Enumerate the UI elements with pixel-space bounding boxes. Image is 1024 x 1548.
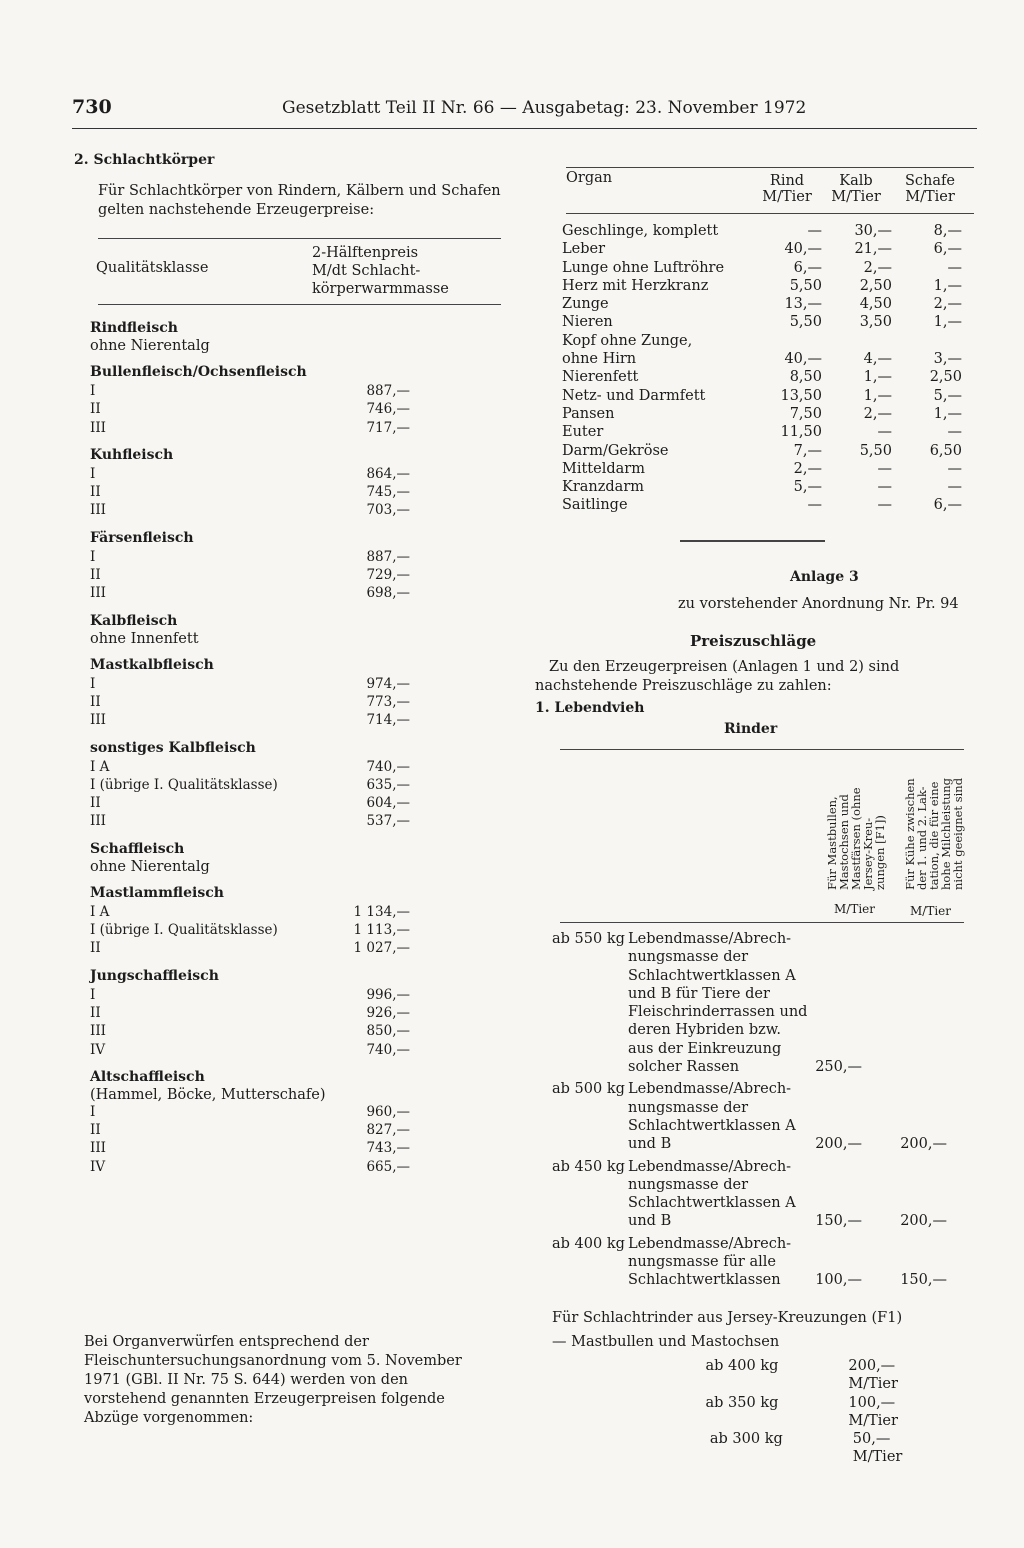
col-mastbullen-header: Für Mastbullen, Mastochsen und Mastfärsen (ohne Jersey-Kreu- zungen [F1]) — [825, 787, 887, 890]
table-header-rule — [98, 304, 501, 305]
price-row — [90, 675, 410, 693]
group-title: Bullenfleisch/Ochsenfleisch — [90, 364, 307, 380]
organ-row — [562, 405, 962, 423]
organ-name: Leber — [562, 241, 606, 258]
organ-row — [562, 313, 962, 331]
price-group — [90, 1069, 410, 1176]
organ-value: 3,— — [933, 351, 962, 368]
quality-class: III — [90, 1140, 106, 1157]
surcharge-description: Lebendmasse/Abrech- nungsmasse der Schlachtwertklassen A und B — [628, 1081, 796, 1153]
price-row — [90, 382, 410, 400]
organ-value: 6,50 — [929, 442, 962, 459]
surcharge-row — [552, 1158, 972, 1231]
price-value: 740,— — [366, 758, 410, 775]
quality-class: I A — [90, 758, 110, 775]
quality-class: II — [90, 940, 101, 957]
quality-class: III — [90, 419, 106, 436]
group-subtitle: (Hammel, Böcke, Mutterschafe) — [90, 1086, 326, 1103]
organ-value: 7,50 — [789, 405, 822, 422]
organ-value: 5,50 — [789, 314, 822, 331]
organ-name: ohne Hirn — [562, 351, 637, 368]
organ-value: 8,50 — [789, 369, 822, 386]
price-value: 740,— — [366, 1041, 410, 1058]
weight-threshold: ab 500 kg — [552, 1081, 625, 1098]
organ-name: Geschlinge, komplett — [562, 223, 719, 239]
organ-value: 4,— — [863, 351, 892, 368]
price-row — [90, 711, 410, 729]
quality-class: I — [90, 383, 96, 399]
organ-value: — — [877, 460, 892, 477]
quality-class: II — [90, 567, 101, 584]
jersey-intro: Für Schlachtrinder aus Jersey-Kreuzungen (F1) — [552, 1310, 903, 1326]
price-value: 1 134,— — [353, 903, 410, 920]
price-value: 850,— — [366, 1023, 410, 1040]
organ-value: 8,— — [933, 223, 962, 239]
organ-value: 5,— — [793, 479, 822, 496]
surcharge-value-mast: 150,— — [815, 1213, 862, 1230]
jersey-table — [668, 1357, 928, 1467]
organ-header-schafe: Schafe M/Tier — [905, 173, 955, 205]
page-number: 730 — [72, 96, 112, 118]
organ-value: 6,— — [793, 259, 822, 276]
weight-threshold: ab 550 kg — [552, 931, 625, 947]
price-groups — [90, 320, 410, 1186]
price-row — [90, 1022, 410, 1040]
price-value: 703,— — [366, 502, 410, 519]
price-group — [90, 968, 410, 1059]
surcharge-row — [552, 930, 972, 1076]
organ-value: 7,— — [793, 442, 822, 459]
jersey-weight: ab 350 kg — [705, 1394, 779, 1411]
section-lebendvieh: 1. Lebendvieh — [535, 700, 645, 716]
price-row — [90, 986, 410, 1004]
organ-value: 11,50 — [780, 424, 822, 441]
organ-value: 1,— — [933, 314, 962, 331]
col-price-line1: 2-Hälftenpreis — [312, 245, 419, 261]
price-value: 665,— — [366, 1158, 410, 1175]
organ-value: 21,— — [854, 241, 892, 258]
quality-class: IV — [90, 1041, 106, 1058]
price-row — [90, 1121, 410, 1139]
quality-class: I — [90, 1103, 96, 1120]
organ-value: 1,— — [863, 369, 892, 386]
organ-row — [562, 350, 962, 368]
organ-name: Nierenfett — [562, 369, 639, 386]
price-group — [90, 657, 410, 730]
surcharge-value-kuehe: 200,— — [900, 1136, 947, 1153]
organ-header-rind: Rind M/Tier — [762, 173, 812, 205]
organ-value: — — [947, 460, 962, 477]
organ-row — [562, 277, 962, 295]
quality-class: III — [90, 1023, 106, 1040]
quality-class: II — [90, 401, 101, 418]
rinder-header-rule — [560, 922, 964, 923]
jersey-row — [668, 1430, 928, 1467]
price-value: 996,— — [366, 986, 410, 1003]
price-row — [90, 501, 410, 519]
weight-threshold: ab 400 kg — [552, 1235, 625, 1252]
group-title: Rindfleisch — [90, 320, 178, 336]
organ-value — [752, 332, 822, 350]
organ-row — [562, 496, 962, 514]
price-row — [90, 566, 410, 584]
quality-class: II — [90, 1122, 101, 1139]
price-row — [90, 584, 410, 602]
quality-class: III — [90, 502, 106, 519]
price-value: 717,— — [366, 419, 410, 436]
organ-value: — — [947, 259, 962, 276]
organ-value: 2,— — [863, 259, 892, 276]
organ-value: 2,— — [933, 296, 962, 313]
group-title: sonstiges Kalbfleisch — [90, 739, 256, 756]
surcharge-value-mast: 100,— — [815, 1272, 862, 1289]
organ-value: 40,— — [784, 241, 822, 258]
organ-value: 2,50 — [859, 277, 892, 294]
group-title: Mastkalbfleisch — [90, 656, 214, 673]
section-intro: Für Schlachtkörper von Rindern, Kälbern und Schafen gelten nachstehende Erzeugerpreise: — [98, 183, 501, 218]
footer-note: Bei Organverwürfen entsprechend der Fleischuntersuchungsanordnung vom 5. November 1971 (GBl. II Nr. 75 S. 644) werden von den vorstehend genannten Erzeugerpreisen folgende Abzüge vorgenommen: — [84, 1334, 462, 1426]
organ-value: — — [807, 223, 822, 239]
group-subtitle: ohne Nierentalg — [90, 858, 210, 875]
anlage-heading: Preiszuschläge — [690, 632, 817, 650]
group-title: Altschaffleisch — [90, 1068, 205, 1085]
price-value: 864,— — [366, 465, 410, 482]
group-title: Schaffleisch — [90, 840, 185, 857]
price-value: 745,— — [366, 484, 410, 501]
price-row — [90, 1139, 410, 1157]
quality-class: II — [90, 1004, 101, 1021]
quality-class: II — [90, 484, 101, 501]
jersey-sub: — Mastbullen und Mastochsen — [552, 1334, 780, 1350]
organ-row — [562, 387, 962, 405]
price-value: 729,— — [366, 567, 410, 584]
price-row — [90, 400, 410, 418]
organ-name: Nieren — [562, 314, 613, 331]
jersey-value: 50,— M/Tier — [852, 1431, 903, 1466]
col-kuehe-header: Für Kühe zwischen der 1. und 2. Lak- tation, die für eine hohe Milchleistung nicht geeignet sind — [903, 777, 965, 890]
organ-table-end-rule — [680, 540, 825, 542]
organ-name: Darm/Gekröse — [562, 442, 669, 459]
organ-value: 5,50 — [789, 277, 822, 294]
organ-value: — — [947, 479, 962, 496]
organ-name: Lunge ohne Luftröhre — [562, 259, 725, 276]
organ-row — [562, 295, 962, 313]
col-price-line3: körperwarmmasse — [312, 281, 449, 297]
surcharge-value-mast: 200,— — [815, 1136, 862, 1153]
section-heading: 2. Schlachtkörper — [74, 152, 215, 168]
group-title: Jungschaffleisch — [90, 967, 219, 984]
organ-value: — — [877, 479, 892, 496]
group-title: Kuhfleisch — [90, 446, 174, 463]
organ-value: 30,— — [854, 223, 892, 239]
quality-class: II — [90, 795, 101, 812]
price-row — [90, 758, 410, 776]
organ-value: 40,— — [784, 351, 822, 368]
col-price-header — [312, 244, 449, 298]
organ-value: 2,— — [863, 405, 892, 422]
preiszuschlaege-table — [552, 930, 972, 1294]
organ-row — [562, 368, 962, 386]
price-value: 743,— — [366, 1140, 410, 1157]
organ-name: Mitteldarm — [562, 460, 645, 477]
organ-name: Herz mit Herzkranz — [562, 277, 709, 294]
price-row — [90, 419, 410, 437]
organ-value: 5,50 — [859, 442, 892, 459]
organ-value: — — [807, 497, 822, 514]
organ-value: 13,50 — [780, 387, 822, 404]
organ-name: Netz- und Darmfett — [562, 387, 706, 404]
surcharge-description: Lebendmasse/Abrech- nungsmasse für alle Schlachtwertklassen — [628, 1235, 792, 1289]
col-price-line2: M/dt Schlacht- — [312, 263, 421, 279]
price-row — [90, 1041, 410, 1059]
price-value: 746,— — [366, 401, 410, 418]
price-value: 887,— — [366, 383, 410, 399]
price-row — [90, 794, 410, 812]
organ-value: 13,— — [784, 296, 822, 313]
quality-class: I — [90, 675, 96, 692]
group-title: Mastlammfleisch — [90, 884, 224, 901]
price-group — [90, 613, 410, 647]
organ-value: 5,— — [933, 387, 962, 404]
price-value: 773,— — [366, 693, 410, 710]
group-subtitle: ohne Nierentalg — [90, 338, 210, 354]
price-value: 1 113,— — [353, 922, 410, 939]
quality-class: I — [90, 986, 96, 1003]
organ-row — [562, 478, 962, 496]
surcharge-row — [552, 1080, 972, 1153]
organ-row — [562, 460, 962, 478]
col1-unit: M/Tier — [834, 902, 876, 916]
organ-value: — — [877, 424, 892, 441]
quality-class: I — [90, 548, 96, 565]
price-value: 926,— — [366, 1004, 410, 1021]
price-group — [90, 364, 410, 437]
jersey-row — [668, 1357, 928, 1394]
organ-value: 1,— — [933, 405, 962, 422]
price-value: 974,— — [366, 675, 410, 692]
organ-row — [562, 240, 962, 258]
price-row — [90, 693, 410, 711]
price-row — [90, 939, 410, 957]
price-value: 537,— — [366, 813, 410, 830]
price-row — [90, 483, 410, 501]
price-group — [90, 740, 410, 831]
organ-value — [892, 332, 962, 350]
organ-table-header-rule — [566, 213, 974, 214]
page-title: Gesetzblatt Teil II Nr. 66 — Ausgabetag: 23. November 1972 — [282, 98, 807, 118]
price-row — [90, 1004, 410, 1022]
price-group — [90, 320, 410, 354]
price-group — [90, 530, 410, 603]
organ-value: 3,50 — [859, 314, 892, 331]
organ-row — [562, 442, 962, 460]
group-subtitle: ohne Innenfett — [90, 630, 199, 647]
price-row — [90, 465, 410, 483]
organ-table — [562, 222, 962, 515]
group-title: Kalbfleisch — [90, 612, 178, 629]
organ-name: Saitlinge — [562, 497, 628, 514]
anlage-title: Anlage 3 — [790, 569, 859, 585]
price-row — [90, 903, 410, 921]
quality-class: I A — [90, 903, 110, 920]
col-quality-header: Qualitätsklasse — [96, 260, 209, 276]
price-value: 960,— — [366, 1103, 410, 1120]
organ-header-kalb: Kalb M/Tier — [831, 173, 881, 205]
anlage-subtitle: zu vorstehender Anordnung Nr. Pr. 94 — [678, 596, 959, 612]
price-row — [90, 812, 410, 830]
organ-row — [562, 423, 962, 441]
price-row — [90, 548, 410, 566]
weight-threshold: ab 450 kg — [552, 1158, 625, 1175]
rinder-top-rule — [560, 749, 964, 750]
group-title: Färsenfleisch — [90, 529, 194, 546]
header-rule — [72, 128, 977, 129]
surcharge-description: Lebendmasse/Abrech- nungsmasse der Schlachtwertklassen A und B für Tiere der Fleischrinderrassen und deren Hybriden bzw. aus der Einkreuzung solcher Rassen — [628, 931, 808, 1076]
jersey-value: 100,— M/Tier — [848, 1394, 898, 1429]
price-row — [90, 1103, 410, 1121]
organ-row — [562, 332, 962, 350]
price-row — [90, 921, 410, 939]
price-group — [90, 447, 410, 520]
surcharge-description: Lebendmasse/Abrech- nungsmasse der Schlachtwertklassen A und B — [628, 1158, 796, 1230]
quality-class: IV — [90, 1158, 106, 1175]
jersey-value: 200,— M/Tier — [848, 1358, 898, 1393]
price-group — [90, 841, 410, 875]
price-value: 1 027,— — [353, 940, 410, 957]
quality-class: III — [90, 712, 106, 729]
col2-unit: M/Tier — [910, 904, 952, 918]
organ-name: Zunge — [562, 296, 609, 313]
quality-class: II — [90, 693, 101, 710]
organ-name: Kopf ohne Zunge, — [562, 332, 693, 349]
organ-table-top-rule — [566, 167, 974, 168]
organ-value — [822, 332, 892, 350]
organ-row — [562, 222, 962, 240]
organ-value: — — [877, 497, 892, 514]
quality-class: I — [90, 465, 96, 482]
surcharge-value-mast: 250,— — [815, 1059, 862, 1076]
quality-class: III — [90, 585, 106, 602]
organ-value: 1,— — [863, 387, 892, 404]
organ-name: Kranzdarm — [562, 479, 644, 496]
price-value: 604,— — [366, 795, 410, 812]
price-row — [90, 776, 410, 794]
surcharge-row — [552, 1235, 972, 1290]
surcharge-value-kuehe: 200,— — [900, 1213, 947, 1230]
jersey-weight: ab 400 kg — [705, 1358, 779, 1374]
quality-class: I (übrige I. Qualitätsklasse) — [90, 776, 278, 793]
price-value: 714,— — [366, 712, 410, 729]
price-value: 827,— — [366, 1122, 410, 1139]
price-row — [90, 1158, 410, 1176]
price-value: 635,— — [366, 776, 410, 793]
jersey-weight: ab 300 kg — [709, 1431, 783, 1448]
organ-value: 2,50 — [929, 369, 962, 386]
organ-header-organ: Organ — [566, 170, 613, 186]
organ-value: 6,— — [933, 241, 962, 258]
organ-value: 2,— — [793, 460, 822, 477]
organ-row — [562, 259, 962, 277]
organ-name: Pansen — [562, 405, 615, 422]
organ-value: 6,— — [933, 497, 962, 514]
price-value: 698,— — [366, 585, 410, 602]
organ-value: 1,— — [933, 277, 962, 294]
price-value: 887,— — [366, 548, 410, 565]
anlage-intro: Zu den Erzeugerpreisen (Anlagen 1 und 2) sind nachstehende Preiszuschläge zu zahlen: — [535, 659, 900, 694]
page-header — [72, 96, 977, 124]
organ-value: 4,50 — [859, 296, 892, 313]
table-top-rule — [98, 238, 501, 239]
organ-name: Euter — [562, 424, 604, 441]
price-group — [90, 885, 410, 958]
quality-class: III — [90, 813, 106, 830]
jersey-row — [668, 1394, 928, 1431]
organ-value: — — [947, 424, 962, 441]
surcharge-value-kuehe: 150,— — [900, 1272, 947, 1289]
quality-class: I (übrige I. Qualitätsklasse) — [90, 922, 278, 939]
rinder-heading: Rinder — [724, 721, 778, 737]
